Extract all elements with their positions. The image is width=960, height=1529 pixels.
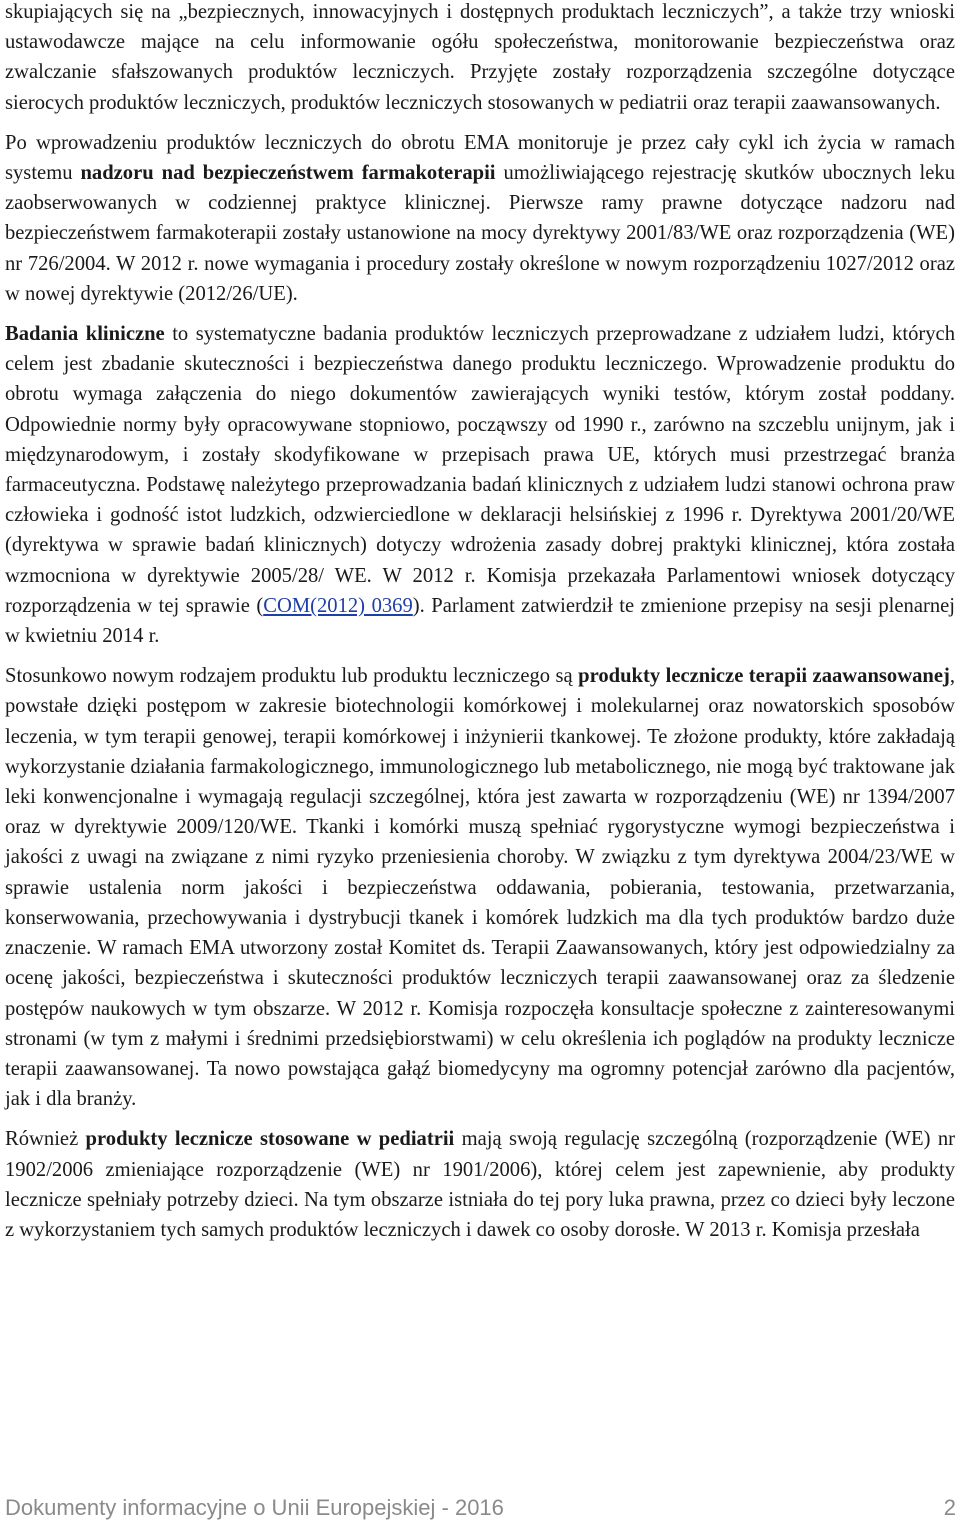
paragraph-medicinal-products-intro <box>5 0 955 118</box>
bold-term-pharmacovigilance: nadzoru nad bezpieczeństwem farmakoterapii <box>80 162 496 185</box>
paragraph-clinical-trials <box>5 319 955 651</box>
paragraph-text: umożliwiającego rejestrację skutków ubocznych leku zaobserwowanych w codziennej praktyce klinicznej. Pierwsze ramy prawne dotyczące nadzoru nad bezpieczeństwem farmakoterapii zostały ustanowione na mocy dyrektywy 2001/83/WE oraz rozporządzenia (WE) nr 726/2004. W 2012 r. nowe wymagania i procedury zostały określone w nowym rozporządzeniu 1027/2012 oraz w nowej dyrektywie (2012/26/UE). <box>5 162 955 305</box>
paragraph-text: Po wprowadzeniu produktów leczniczych do obrotu EMA monitoruje je przez cały cykl ich życia w ramach systemu <box>5 131 955 185</box>
paragraph-text: ). Parlament zatwierdził te zmienione przepisy na sesji plenarnej w kwietniu 2014 r. <box>5 594 955 648</box>
paragraph-text: , powstałe dzięki postępom w zakresie biotechnologii komórkowej i molekularnej oraz nowatorskich sposobów leczenia, w tym terapii genowej, terapii komórkowej i inżynierii tkankowej. Te złożone produkty, które zakładają wykorzystanie działania farmakologicznego, immunologicznego lub metabolicznego, nie mogą być traktowane jak leki konwencjonalne i wymagają regulacji szczególnej, która jest zawarta w rozporządzeniu (WE) nr 1394/2007 oraz w dyrektywie 2009/120/WE. Tkanki i komórki muszą spełniać rygorystyczne wymogi bezpieczeństwa i jakości z uwagi na związane z nimi ryzyko przeniesienia choroby. W związku z tym dyrektywa 2004/23/WE w sprawie ustalenia norm jakości i bezpieczeństwa oddawania, pobierania, testowania, przetwarzania, konserwowania, przechowywania i dystrybucji tkanek i komórek ludzkich ma dla tych produktów bardzo duże znaczenie. W ramach EMA utworzony został Komitet ds. Terapii Zaawansowanych, który jest odpowiedzialny za ocenę jakości, bezpieczeństwa i skuteczności produktów leczniczych terapii zaawansowanej oraz za śledzenie postępów naukowych w tym obszarze. W 2012 r. Komisja rozpoczęła konsultacje społeczne z zainteresowanymi stronami (w tym z małymi i średnimi przedsiębiorstwami) w celu określenia ich poglądów na produkty lecznicze terapii zaawansowanej. Ta nowo powstająca gałąź biomedycyny ma ogromny potencjał zarówno dla pacjentów, jak i dla branży. <box>5 665 955 1111</box>
paragraph-text: to systematyczne badania produktów leczniczych przeprowadzane z udziałem ludzi, których celem jest zbadanie skuteczności i bezpieczeństwa danego produktu leczniczego. Wprowadzenie produktu do obrotu wymaga załączenia do niego dokumentów zawierających wyniki testów, którym został poddany. Odpowiednie normy były opracowywane stopniowo, począwszy od 1990 r., zarówno na szczeblu unijnym, jak i międzynarodowym, i zostały skodyfikowane w przepisach prawa UE, których musi przestrzegać branża farmaceutyczna. Podstawę należytego przeprowadzania badań klinicznych z udziałem ludzi stanowi ochrona praw człowieka i godność istot ludzkich, odzwierciedlone w deklaracji helsińskiej z 1996 r. Dyrektywa 2001/20/WE (dyrektywa w sprawie badań klinicznych) dotyczy wdrożenia zasady dobrej praktyki klinicznej, która została wzmocniona w dyrektywie 2005/28/ WE. W 2012 r. Komisja przekazała Parlamentowi wniosek dotyczący rozporządzenia w tej sprawie ( <box>5 323 955 617</box>
paragraph-advanced-therapy <box>5 661 955 1114</box>
page-footer <box>5 1495 956 1525</box>
page-number: 2 <box>943 1495 956 1520</box>
footer-title: Dokumenty informacyjne o Unii Europejskiej - 2016 <box>5 1495 504 1520</box>
paragraph-text: Stosunkowo nowym rodzajem produktu lub produktu leczniczego są <box>5 665 579 688</box>
bold-term-clinical-trials: Badania kliniczne <box>5 323 165 346</box>
paragraph-pharmacovigilance <box>5 128 955 309</box>
com-2012-0369-link[interactable]: COM(2012) 0369 <box>263 594 413 617</box>
bold-term-paediatric: produkty lecznicze stosowane w pediatrii <box>85 1128 455 1151</box>
bold-term-advanced-therapy: produkty lecznicze terapii zaawansowanej <box>578 665 950 688</box>
document-page <box>5 0 955 1245</box>
paragraph-text: mają swoją regulację szczególną (rozporządzenie (WE) nr 1902/2006 zmieniające rozporządzenie (WE) nr 1901/2006), której celem jest zapewnienie, aby produkty lecznicze spełniały potrzeby dzieci. Na tym obszarze istniała do tej pory luka prawna, przez co dzieci były leczone z wykorzystaniem tych samych produktów leczniczych i dawek co osoby dorosłe. W 2013 r. Komisja przesłała <box>5 1128 955 1241</box>
paragraph-paediatric <box>5 1124 955 1245</box>
paragraph-text: Również <box>5 1128 86 1151</box>
paragraph-text: skupiających się na „bezpiecznych, innowacyjnych i dostępnych produktach leczniczych”, a także trzy wnioski ustawodawcze mające na celu informowanie ogółu społeczeństwa, monitorowanie bezpieczeństwa oraz zwalczanie sfałszowanych produktów leczniczych. Przyjęte zostały rozporządzenia szczególne dotyczące sierocych produktów leczniczych, produktów leczniczych stosowanych w pediatrii oraz terapii zaawansowanych. <box>5 1 955 114</box>
